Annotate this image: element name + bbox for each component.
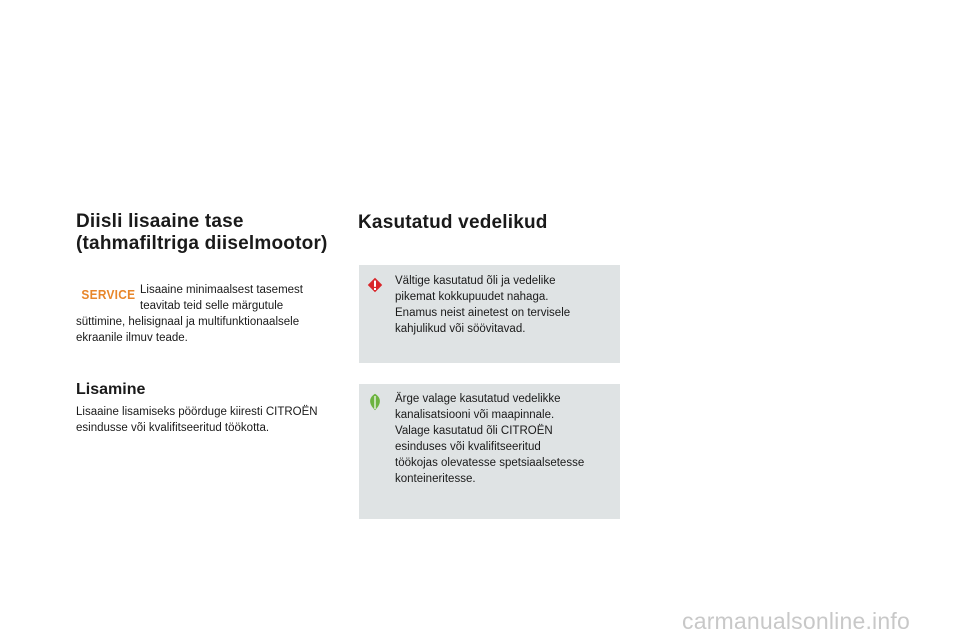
left-title xyxy=(76,211,328,255)
eco-text xyxy=(395,391,610,487)
warning-icon xyxy=(367,277,383,293)
eco-line: esinduses või kvalifitseeritud xyxy=(395,441,541,453)
eco-line: Ärge valage kasutatud vedelikke xyxy=(395,393,561,405)
eco-line: kanalisatsiooni või maapinnale. xyxy=(395,409,555,421)
service-paragraph xyxy=(76,314,299,346)
eco-line: Valage kasutatud õli CITROËN xyxy=(395,425,553,437)
paragraph-line: Lisaaine minimaalsest tasemest xyxy=(140,284,303,296)
eco-card xyxy=(359,384,620,519)
leaf-icon xyxy=(366,393,384,411)
paragraph-line: teavitab teid selle märgutule xyxy=(140,300,284,312)
service-warning-icon: SERVICE xyxy=(81,288,136,302)
warning-line: pikemat kokkupuudet nahaga. xyxy=(395,291,549,303)
warning-line: kahjulikud või söövitavad. xyxy=(395,323,526,335)
service-paragraph-indented xyxy=(140,282,303,314)
paragraph-line: esindusse või kvalifitseeritud töökotta. xyxy=(76,422,270,434)
paragraph-line: süttimine, helisignaal ja multifunktionaalsele xyxy=(76,316,300,328)
warning-card xyxy=(359,265,620,363)
left-title-line1: Diisli lisaaine tase xyxy=(76,211,244,232)
paragraph-line: Lisaaine lisamiseks pöörduge kiiresti CITROËN xyxy=(76,406,318,418)
watermark-text: carmanualsonline.info xyxy=(682,608,910,634)
lisamine-heading: Lisamine xyxy=(76,381,146,398)
paragraph-line: ekraanile ilmuv teade. xyxy=(76,332,188,344)
eco-line: konteineritesse. xyxy=(395,473,476,485)
eco-line: töökojas olevatesse spetsiaalsetesse xyxy=(395,457,585,469)
lisamine-paragraph xyxy=(76,404,318,436)
warning-text xyxy=(395,273,610,337)
left-title-line2: (tahmafiltriga diiselmootor) xyxy=(76,233,328,254)
warning-line: Enamus neist ainetest on tervisele xyxy=(395,307,571,319)
right-title: Kasutatud vedelikud xyxy=(358,212,548,233)
warning-line: Vältige kasutatud õli ja vedelike xyxy=(395,275,556,287)
